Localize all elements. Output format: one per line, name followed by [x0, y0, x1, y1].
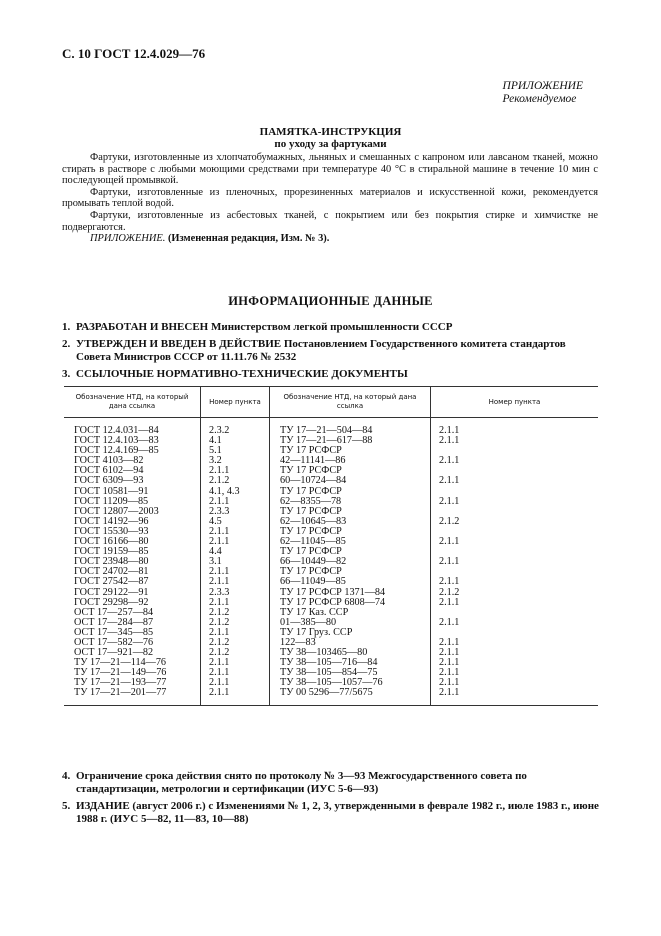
- table-cell: 5.1: [201, 446, 270, 456]
- table-cell: ТУ 17 РСФСР: [270, 466, 431, 476]
- info-item-lead: ССЫЛОЧНЫЕ НОРМАТИВНО-ТЕХНИЧЕСКИЕ ДОКУМЕНТЫ: [76, 368, 408, 380]
- memo-paragraph: Фартуки, изготовленные из асбестовых тканей, с покрытием или без покрытия стирке и химчистке не подвергаются.: [62, 209, 598, 233]
- info-item-text: Постановлением Государственного комитета стандартов Совета Министров СССР от 11.11.76 № 2532: [76, 338, 566, 363]
- table-cell: ТУ 17 Груз. ССР: [270, 628, 431, 638]
- table-cell: ТУ 00 5296—77/5675: [270, 688, 431, 705]
- table-cell: 42—11141—86: [270, 456, 431, 466]
- table-cell: 4.5: [201, 517, 270, 527]
- table-cell: 66—10449—82: [270, 557, 431, 567]
- table-cell: 2.1.1: [431, 618, 599, 628]
- table-cell: ТУ 38—105—716—84: [270, 658, 431, 668]
- table-cell: ТУ 38—105—1057—76: [270, 678, 431, 688]
- table-cell: 2.1.1: [201, 497, 270, 507]
- table-cell: 3.1: [201, 557, 270, 567]
- table-cell: ТУ 17 РСФСР: [270, 547, 431, 557]
- memo-note-label: ПРИЛОЖЕНИЕ.: [90, 233, 166, 245]
- info-item-number: 1.: [62, 321, 71, 333]
- reference-table: [64, 386, 598, 706]
- table-cell: 2.3.3: [201, 588, 270, 598]
- table-cell: ТУ 17 РСФСР: [270, 487, 431, 497]
- info-item-text: (август 2006 г.) с Изменениями № 1, 2, 3, утвержденными в феврале 1982 г., июле 1983 г., июне 1988 г. (ИУС 5—82, 11—83, 10—88): [76, 800, 599, 825]
- table-cell: ГОСТ 12.4.169—85: [74, 445, 159, 457]
- info-item-number: 4.: [62, 770, 71, 782]
- table-cell: ГОСТ 14192—96: [74, 515, 149, 527]
- info-item-5: [62, 800, 602, 825]
- table-cell: 2.1.1: [201, 668, 270, 678]
- info-item-1: [62, 321, 602, 334]
- table-cell: 2.1.2: [431, 588, 599, 598]
- info-item-lead: УТВЕРЖДЕН И ВВЕДЕН В ДЕЙСТВИЕ: [76, 338, 282, 350]
- appendix-label: [503, 80, 583, 106]
- table-cell: ОСТ 17—921—82: [74, 647, 154, 659]
- info-item-3: [62, 368, 602, 381]
- table-cell: 01—385—80: [270, 618, 431, 628]
- table-cell: ТУ 17 РСФСР: [270, 567, 431, 577]
- table-cell: 2.3.3: [201, 507, 270, 517]
- table-cell: 2.1.1: [431, 668, 599, 678]
- table-row: [64, 577, 598, 587]
- table-cell: 2.1.2: [201, 476, 270, 486]
- table-cell: ТУ 17—21—149—76: [74, 667, 167, 679]
- table-cell: ОСТ 17—345—85: [74, 626, 154, 638]
- table-cell: 2.1.2: [431, 517, 599, 527]
- table-cell: ТУ 17—21—201—77: [64, 688, 201, 705]
- table-cell: ГОСТ 15530—93: [74, 525, 149, 537]
- info-item-number: 2.: [62, 338, 71, 350]
- table-cell: ТУ 17 РСФСР 1371—84: [270, 588, 431, 598]
- table-cell: 2.1.1: [201, 527, 270, 537]
- table-cell: 2.1.1: [201, 688, 270, 705]
- info-item-text: Министерством легкой промышленности СССР: [210, 321, 453, 333]
- table-cell: 2.1.2: [201, 648, 270, 658]
- table-cell: ТУ 17 РСФСР: [270, 527, 431, 537]
- table-cell: ГОСТ 12807—2003: [74, 505, 159, 517]
- table-cell: ГОСТ 29122—91: [74, 586, 149, 598]
- table-cell: 2.1.1: [201, 466, 270, 476]
- appendix-title: ПРИЛОЖЕНИЕ: [502, 80, 583, 92]
- table-header-cell: Обозначение НТД, на который дана ссылка: [64, 387, 201, 418]
- memo-title: ПАМЯТКА-ИНСТРУКЦИЯ: [259, 126, 402, 138]
- table-cell: ТУ 17—21—617—88: [270, 436, 431, 446]
- table-cell: ГОСТ 19159—85: [74, 546, 149, 558]
- table-cell: ОСТ 17—257—84: [74, 606, 154, 618]
- table-cell: 2.1.1: [201, 678, 270, 688]
- info-item-lead: РАЗРАБОТАН И ВНЕСЕН: [76, 321, 209, 333]
- memo-note: [62, 233, 598, 245]
- table-header-row: [64, 387, 598, 418]
- table-cell: 2.1.1: [431, 648, 599, 658]
- table-cell: 2.1.2: [201, 608, 270, 618]
- table-cell: 2.1.1: [431, 476, 599, 486]
- table-header-cell: Номер пункта: [431, 387, 599, 418]
- table-cell: 2.1.1: [431, 598, 599, 608]
- table-cell: ГОСТ 12.4.031—84: [74, 425, 159, 436]
- table-cell: 4.1, 4.3: [201, 487, 270, 497]
- table-cell: ТУ 38—103465—80: [270, 648, 431, 658]
- table-cell: 2.1.1: [431, 557, 599, 567]
- memo-paragraph: Фартуки, изготовленные из хлопчатобумажных, льняных и смешанных с капроном или лавсаном тканей, можно стирать в растворе с любыми моющими средствами при температуре 40 °С в стиральной машине в течение 10 мин с последующей промывкой.: [62, 152, 598, 187]
- memo-subtitle: по уходу за фартуками: [274, 138, 387, 150]
- info-item-4: [62, 770, 602, 795]
- table-cell: 2.1.1: [201, 628, 270, 638]
- table-cell: 2.1.1: [431, 678, 599, 688]
- appendix-status: Рекомендуемое: [502, 93, 577, 105]
- table-cell: ГОСТ 4103—82: [74, 455, 144, 467]
- table-cell: 2.1.1: [201, 537, 270, 547]
- table-cell: 2.1.1: [431, 436, 599, 446]
- table-cell: 2.3.2: [201, 418, 270, 437]
- table-cell: ТУ 38—105—854—75: [270, 668, 431, 678]
- table-cell: 2.1.1: [431, 497, 599, 507]
- table-cell: ТУ 17 РСФСР 6808—74: [270, 598, 431, 608]
- table-cell: 122—83: [270, 638, 431, 648]
- table-cell: ГОСТ 27542—87: [74, 576, 149, 588]
- table-cell: 2.1.1: [201, 567, 270, 577]
- memo-body: [62, 152, 598, 245]
- table-cell: 4.4: [201, 547, 270, 557]
- memo-title-block: [0, 126, 661, 150]
- table-cell: 62—11045—85: [270, 537, 431, 547]
- table-cell: 2.1.2: [201, 618, 270, 628]
- table-cell: ОСТ 17—582—76: [74, 636, 154, 648]
- memo-paragraph: Фартуки, изготовленные из пленочных, прорезиненных материалов и искусственной кожи, рекомендуется промывать теплой водой.: [62, 186, 598, 210]
- table-cell: ГОСТ 16166—80: [74, 536, 149, 548]
- table-row: [64, 688, 598, 705]
- table-cell: ГОСТ 6309—93: [74, 475, 144, 487]
- table-cell: ТУ 17—21—504—84: [270, 418, 431, 437]
- table-cell: 66—11049—85: [270, 577, 431, 587]
- table-cell: 2.1.1: [201, 577, 270, 587]
- table-header-cell: Обозначение НТД, на который дана ссылка: [270, 387, 431, 418]
- table-cell: 62—10645—83: [270, 517, 431, 527]
- table-cell: 2.1.2: [201, 638, 270, 648]
- table-cell: ГОСТ 29298—92: [74, 596, 149, 608]
- table-cell: ГОСТ 12.4.103—83: [74, 435, 159, 447]
- table-cell: ГОСТ 6102—94: [74, 465, 144, 477]
- table-cell: 2.1.1: [201, 658, 270, 668]
- table-cell: 2.1.1: [431, 658, 599, 668]
- table-cell: 62—8355—78: [270, 497, 431, 507]
- table-cell: 3.2: [201, 456, 270, 466]
- table-cell: ТУ 17 РСФСР: [270, 446, 431, 456]
- info-item-number: 5.: [62, 800, 71, 812]
- table-cell: 4.1: [201, 436, 270, 446]
- table-cell: 2.1.1: [431, 537, 599, 547]
- table-cell: 2.1.1: [431, 688, 599, 705]
- table-cell: ГОСТ 23948—80: [74, 556, 149, 568]
- table-cell: ГОСТ 24702—81: [74, 566, 149, 578]
- table-cell: ТУ 17—21—114—76: [74, 657, 167, 669]
- table-cell: 2.1.1: [431, 638, 599, 648]
- table-header-cell: Номер пункта: [201, 387, 270, 418]
- table-cell: ТУ 17—21—193—77: [74, 677, 167, 689]
- info-title: ИНФОРМАЦИОННЫЕ ДАННЫЕ: [228, 294, 433, 308]
- table-cell: 2.1.1: [431, 418, 599, 437]
- table-cell: 2.1.1: [201, 598, 270, 608]
- table-cell: ТУ 17 РСФСР: [270, 507, 431, 517]
- table-cell: ОСТ 17—284—87: [74, 616, 154, 628]
- memo-note-text: (Измененная редакция, Изм. № 3).: [167, 233, 330, 245]
- table-cell: 2.1.1: [431, 456, 599, 466]
- table-cell: ТУ 17 Каз. ССР: [270, 608, 431, 618]
- info-item-number: 3.: [62, 368, 71, 380]
- info-item-2: [62, 338, 602, 363]
- table-cell: 2.1.1: [431, 577, 599, 587]
- info-item-text: Ограничение срока действия снято по протоколу № 3—93 Межгосударственного совета по стандартизации, метрологии и сертификации (ИУС 5-6—93): [76, 770, 527, 795]
- table-cell: 60—10724—84: [270, 476, 431, 486]
- page-header: С. 10 ГОСТ 12.4.029—76: [62, 46, 206, 61]
- table-row: [64, 418, 598, 437]
- table-cell: ГОСТ 10581—91: [74, 485, 149, 497]
- info-item-lead: ИЗДАНИЕ: [76, 800, 130, 812]
- table-cell: ГОСТ 11209—85: [74, 495, 149, 507]
